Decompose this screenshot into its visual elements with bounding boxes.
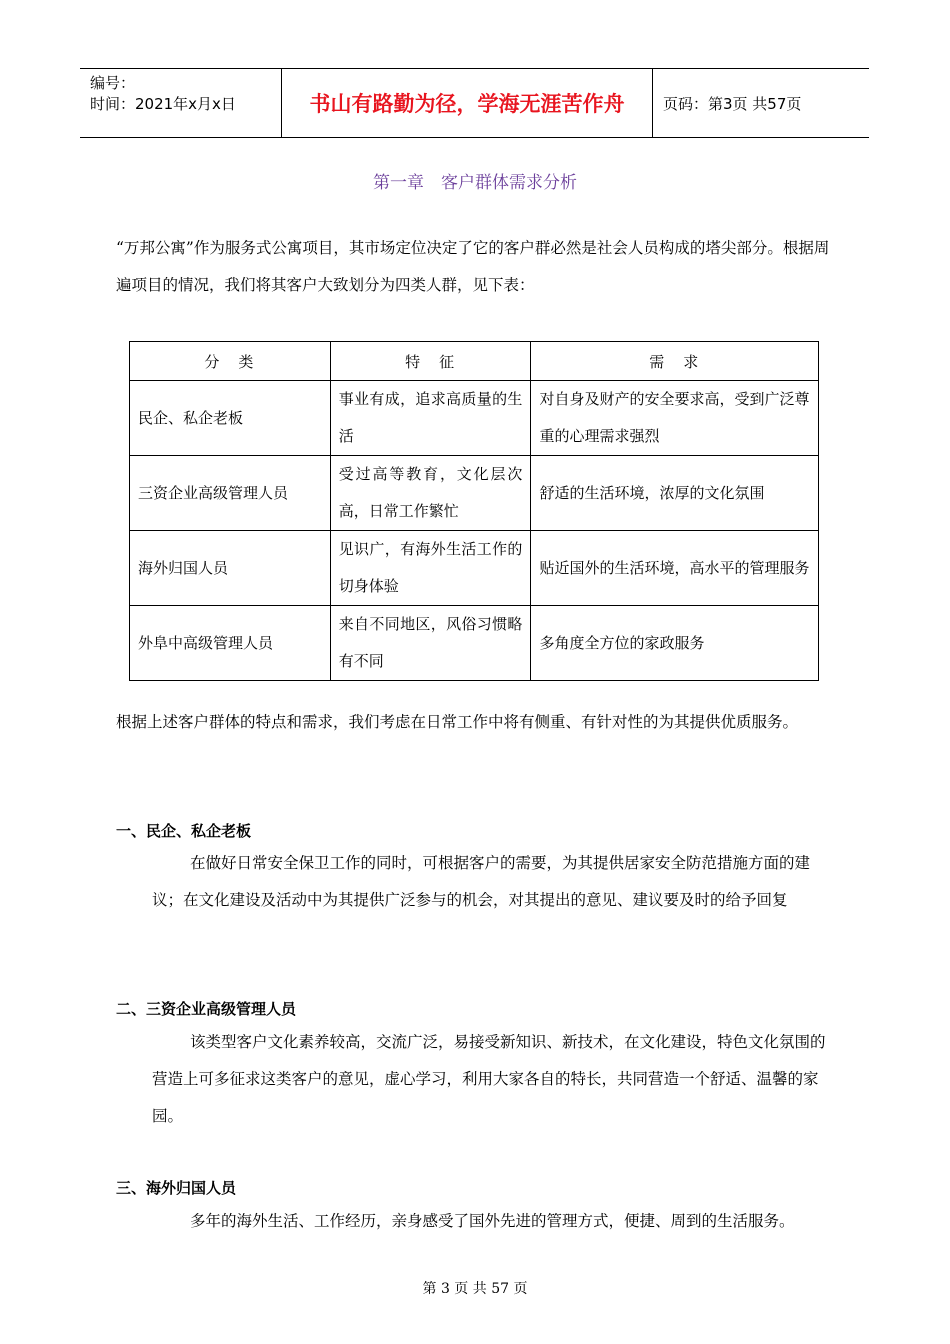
table-cell-category: 海外归国人员 — [130, 531, 331, 606]
table-header-category: 分 类 — [130, 342, 331, 381]
table-cell-needs: 舒适的生活环境，浓厚的文化氛围 — [531, 456, 819, 531]
outro-paragraph: 根据上述客户群体的特点和需求，我们考虑在日常工作中将有侧重、有针对性的为其提供优质服务。 — [116, 713, 799, 731]
section-body-2: 该类型客户文化素养较高，交流广泛，易接受新知识、新技术，在文化建设，特色文化氛围的营造上可多征求这类客户的意见，虚心学习，利用大家各自的特长，共同营造一个舒适、温馨的家园。 — [152, 1033, 826, 1125]
intro-paragraph: “万邦公寓”作为服务式公寓项目，其市场定位决定了它的客户群必然是社会人员构成的塔尖部分。根据周遍项目的情况，我们将其客户大致划分为四类人群，见下表： — [116, 239, 830, 294]
header-meta — [80, 69, 282, 137]
chapter-title: 第一章 客户群体需求分析 — [373, 173, 577, 193]
section-body-3: 多年的海外生活、工作经历，亲身感受了国外先进的管理方式，便捷、周到的生活服务。 — [190, 1212, 795, 1230]
page-header — [80, 68, 869, 138]
section-title-1: 一、民企、私企老板 — [116, 822, 252, 840]
table-row — [130, 456, 819, 531]
customer-table — [129, 341, 819, 681]
table-cell-features: 来自不同地区，风俗习惯略有不同 — [330, 606, 531, 681]
header-motto: 书山有路勤为径，学海无涯苦作舟 — [282, 69, 653, 137]
table-row — [130, 606, 819, 681]
table-cell-category: 外阜中高级管理人员 — [130, 606, 331, 681]
doc-date: 时间：2021年x月x日 — [90, 95, 236, 113]
table-cell-category: 三资企业高级管理人员 — [130, 456, 331, 531]
table-cell-features: 事业有成，追求高质量的生活 — [330, 381, 531, 456]
doc-number-label: 编号： — [90, 74, 136, 92]
table-header-needs: 需 求 — [531, 342, 819, 381]
table-row — [130, 531, 819, 606]
header-page-info: 页码：第3页 共57页 — [663, 94, 802, 113]
table-cell-needs: 多角度全方位的家政服务 — [531, 606, 819, 681]
table-cell-features: 受过高等教育，文化层次高，日常工作繁忙 — [330, 456, 531, 531]
table-row — [130, 381, 819, 456]
section-title-2: 二、三资企业高级管理人员 — [116, 1000, 297, 1018]
table-cell-category: 民企、私企老板 — [130, 381, 331, 456]
table-header-row — [130, 342, 819, 381]
section-title-3: 三、海外归国人员 — [116, 1179, 237, 1197]
table-cell-needs: 贴近国外的生活环境，高水平的管理服务 — [531, 531, 819, 606]
section-body-1: 在做好日常安全保卫工作的同时，可根据客户的需要，为其提供居家安全防范措施方面的建议；在文化建设及活动中为其提供广泛参与的机会，对其提出的意见、建议要及时的给予回复 — [152, 854, 811, 909]
table-cell-features: 见识广，有海外生活工作的切身体验 — [330, 531, 531, 606]
table-cell-needs: 对自身及财产的安全要求高，受到广泛尊重的心理需求强烈 — [531, 381, 819, 456]
table-header-features: 特 征 — [330, 342, 531, 381]
page-footer: 第 3 页 共 57 页 — [422, 1281, 528, 1297]
